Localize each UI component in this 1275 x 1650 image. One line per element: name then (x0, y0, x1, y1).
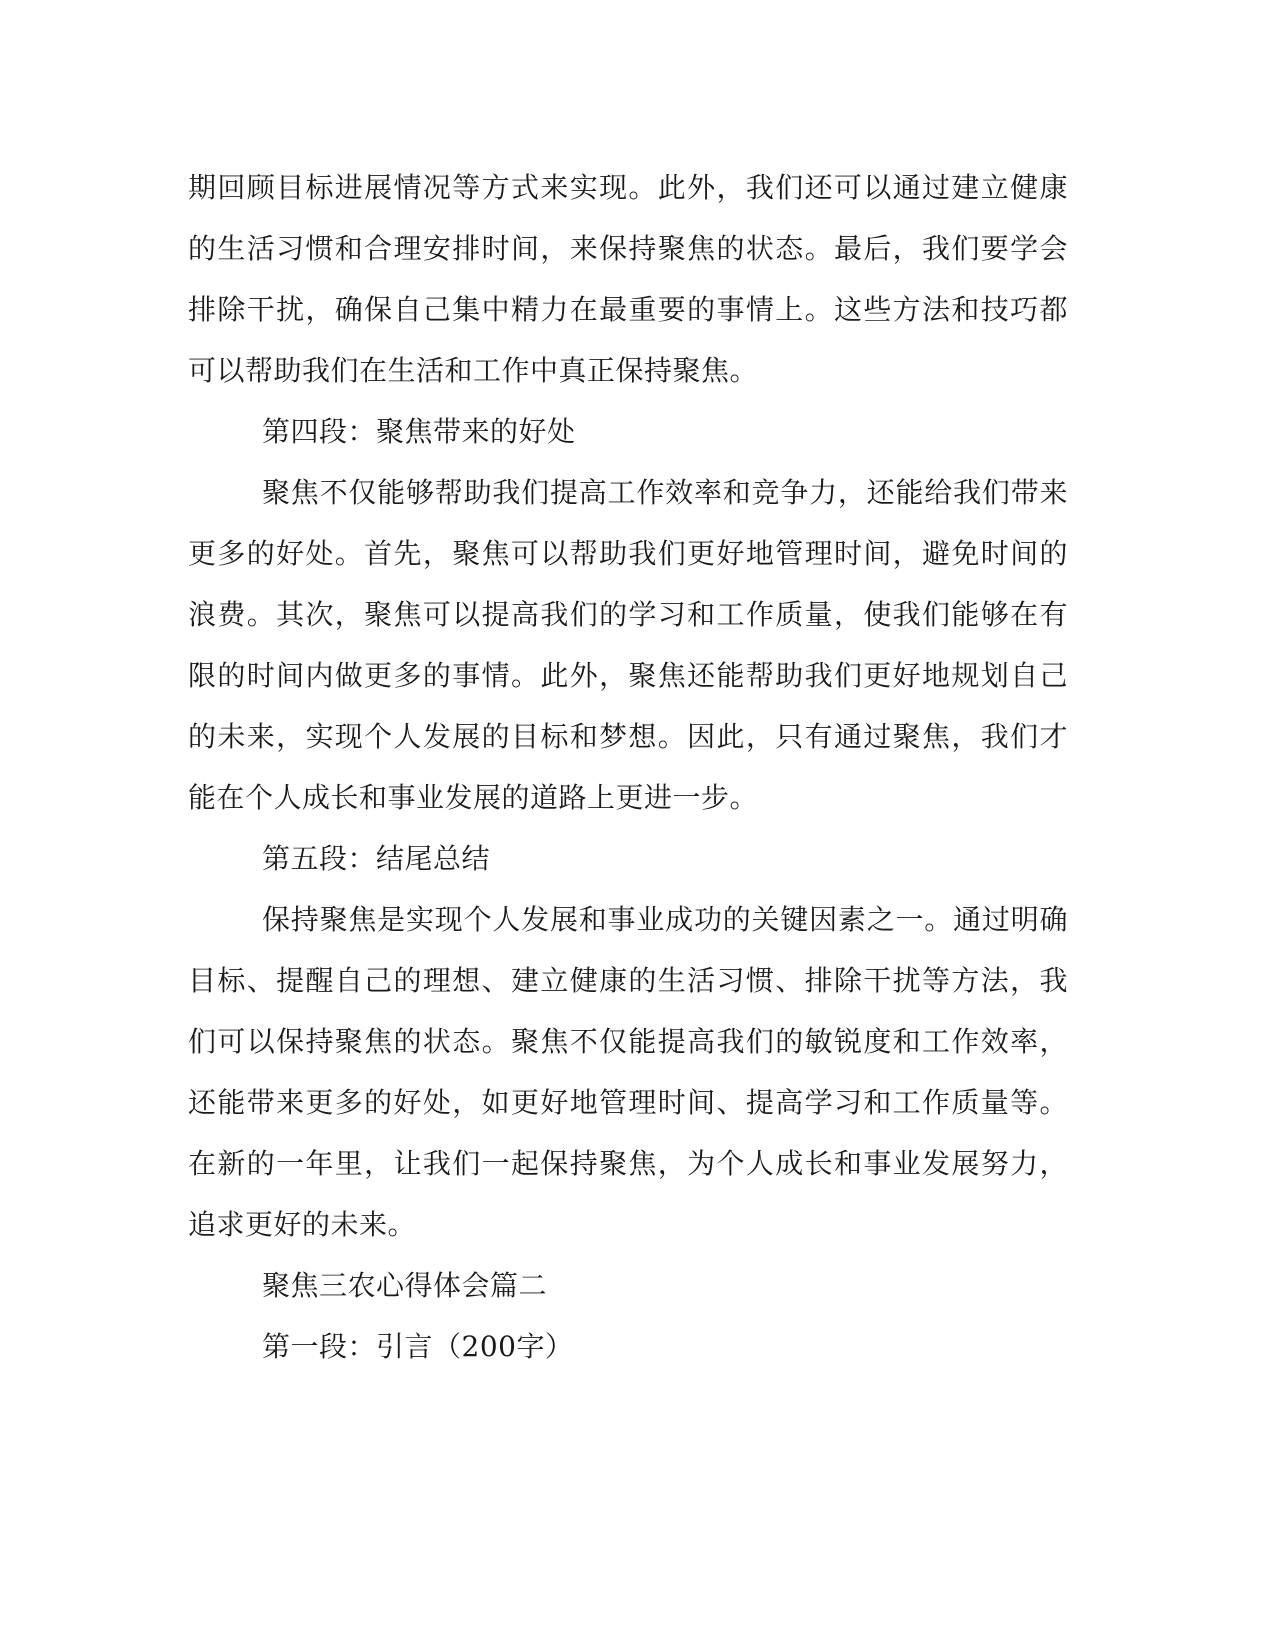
document-body (188, 157, 1068, 1377)
paragraph-continuation: 期回顾目标进展情况等方式来实现。此外，我们还可以通过建立健康的生活习惯和合理安排时间，来保持聚焦的状态。最后，我们要学会排除干扰，确保自己集中精力在最重要的事情上。这些方法和技巧都可以帮助我们在生活和工作中真正保持聚焦。 (188, 171, 1068, 387)
paragraph-section-4: 聚焦不仅能够帮助我们提高工作效率和竞争力，还能给我们带来更多的好处。首先，聚焦可以帮助我们更好地管理时间，避免时间的浪费。其次，聚焦可以提高我们的学习和工作质量，使我们能够在有限的时间内做更多的事情。此外，聚焦还能帮助我们更好地规划自己的未来，实现个人发展的目标和梦想。因此，只有通过聚焦，我们才能在个人成长和事业发展的道路上更进一步。 (188, 476, 1068, 814)
section-heading-1: 第一段：引言（200字） (262, 1330, 574, 1363)
paragraph-section-5: 保持聚焦是实现个人发展和事业成功的关键因素之一。通过明确目标、提醒自己的理想、建立健康的生活习惯、排除干扰等方法，我们可以保持聚焦的状态。聚焦不仅能提高我们的敏锐度和工作效率，还能带来更多的好处，如更好地管理时间、提高学习和工作质量等。在新的一年里，让我们一起保持聚焦，为个人成长和事业发展努力，追求更好的未来。 (188, 903, 1068, 1241)
section-heading-4: 第四段：聚焦带来的好处 (262, 415, 576, 448)
section-heading-5: 第五段：结尾总结 (262, 842, 491, 875)
article-title-part-2: 聚焦三农心得体会篇二 (262, 1269, 548, 1302)
